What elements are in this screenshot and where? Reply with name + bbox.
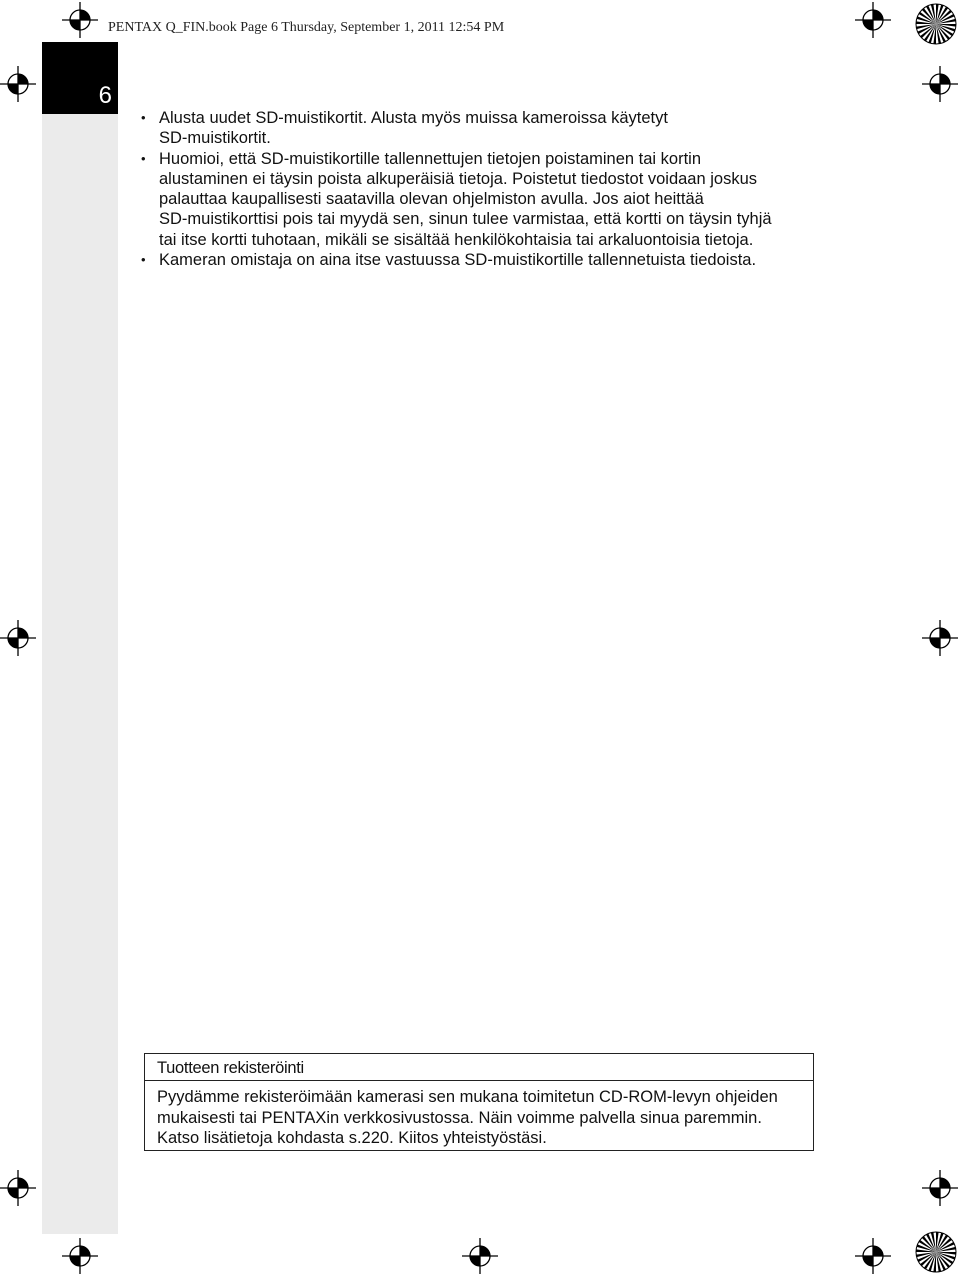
side-strip: [42, 42, 118, 1234]
registration-crosshair-icon: [855, 1238, 891, 1274]
registration-crosshair-icon: [855, 2, 891, 38]
starburst-calibration-icon: [914, 2, 958, 46]
registration-line: mukaisesti tai PENTAXin verkkosivustossa. Näin voimme palvella sinua paremmin.: [157, 1108, 762, 1127]
bullet-line: SD-muistikorttisi pois tai myydä sen, sinun tulee varmistaa, että kortti on täysin tyhjä: [159, 210, 772, 229]
registration-crosshair-icon: [62, 2, 98, 38]
registration-crosshair-icon: [922, 66, 958, 102]
registration-line: Katso lisätietoja kohdasta s.220. Kiitos yhteistyöstäsi.: [157, 1129, 547, 1147]
registration-box: [144, 1053, 814, 1151]
page-number: 6: [98, 82, 112, 109]
registration-line: Pyydämme rekisteröimään kamerasi sen mukana toimitetun CD-ROM-levyn ohjeiden: [157, 1088, 778, 1106]
registration-crosshair-icon: [0, 1170, 36, 1206]
bullet-line: alustaminen ei täysin poista alkuperäisiä tietoja. Poistetut tiedostot voidaan joskus: [159, 169, 758, 188]
registration-crosshair-icon: [922, 1170, 958, 1206]
registration-crosshair-icon: [62, 1238, 98, 1274]
header-line: PENTAX Q_FIN.book Page 6 Thursday, September 1, 2011 12:54 PM: [108, 20, 505, 35]
registration-crosshair-icon: [0, 620, 36, 656]
bullet-list: [138, 108, 828, 270]
bullet-item: [138, 108, 828, 149]
registration-crosshair-icon: [922, 620, 958, 656]
bullet-dot-icon: •: [141, 252, 146, 268]
bullet-dot-icon: •: [141, 150, 146, 166]
registration-body: [157, 1087, 797, 1149]
bullet-line: Alusta uudet SD-muistikortit. Alusta myös muissa kameroissa käytetyt: [159, 109, 668, 127]
bullet-dot-icon: •: [141, 110, 146, 125]
bullet-line: tai itse kortti tuhotaan, mikäli se sisältää henkilökohtaisia tai arkaluontoisia tietoja.: [159, 230, 754, 249]
page-tab: [42, 42, 118, 114]
bullet-item: [138, 250, 828, 270]
bullet-item: [138, 149, 828, 250]
bullet-line: palauttaa kaupallisesti saatavilla olevan ohjelmiston avulla. Jos aiot heittää: [159, 190, 704, 209]
bullet-line: SD-muistikortit.: [159, 129, 271, 148]
registration-title: Tuotteen rekisteröinti: [157, 1059, 304, 1077]
registration-divider: [145, 1080, 813, 1081]
bullet-line: Huomioi, että SD-muistikortille tallennettujen tietojen poistaminen tai kortin: [159, 149, 702, 168]
registration-crosshair-icon: [462, 1238, 498, 1274]
starburst-calibration-icon: [914, 1230, 958, 1274]
bullet-line: Kameran omistaja on aina itse vastuussa SD-muistikortille tallennetuista tiedoista.: [159, 251, 757, 270]
registration-crosshair-icon: [0, 66, 36, 102]
